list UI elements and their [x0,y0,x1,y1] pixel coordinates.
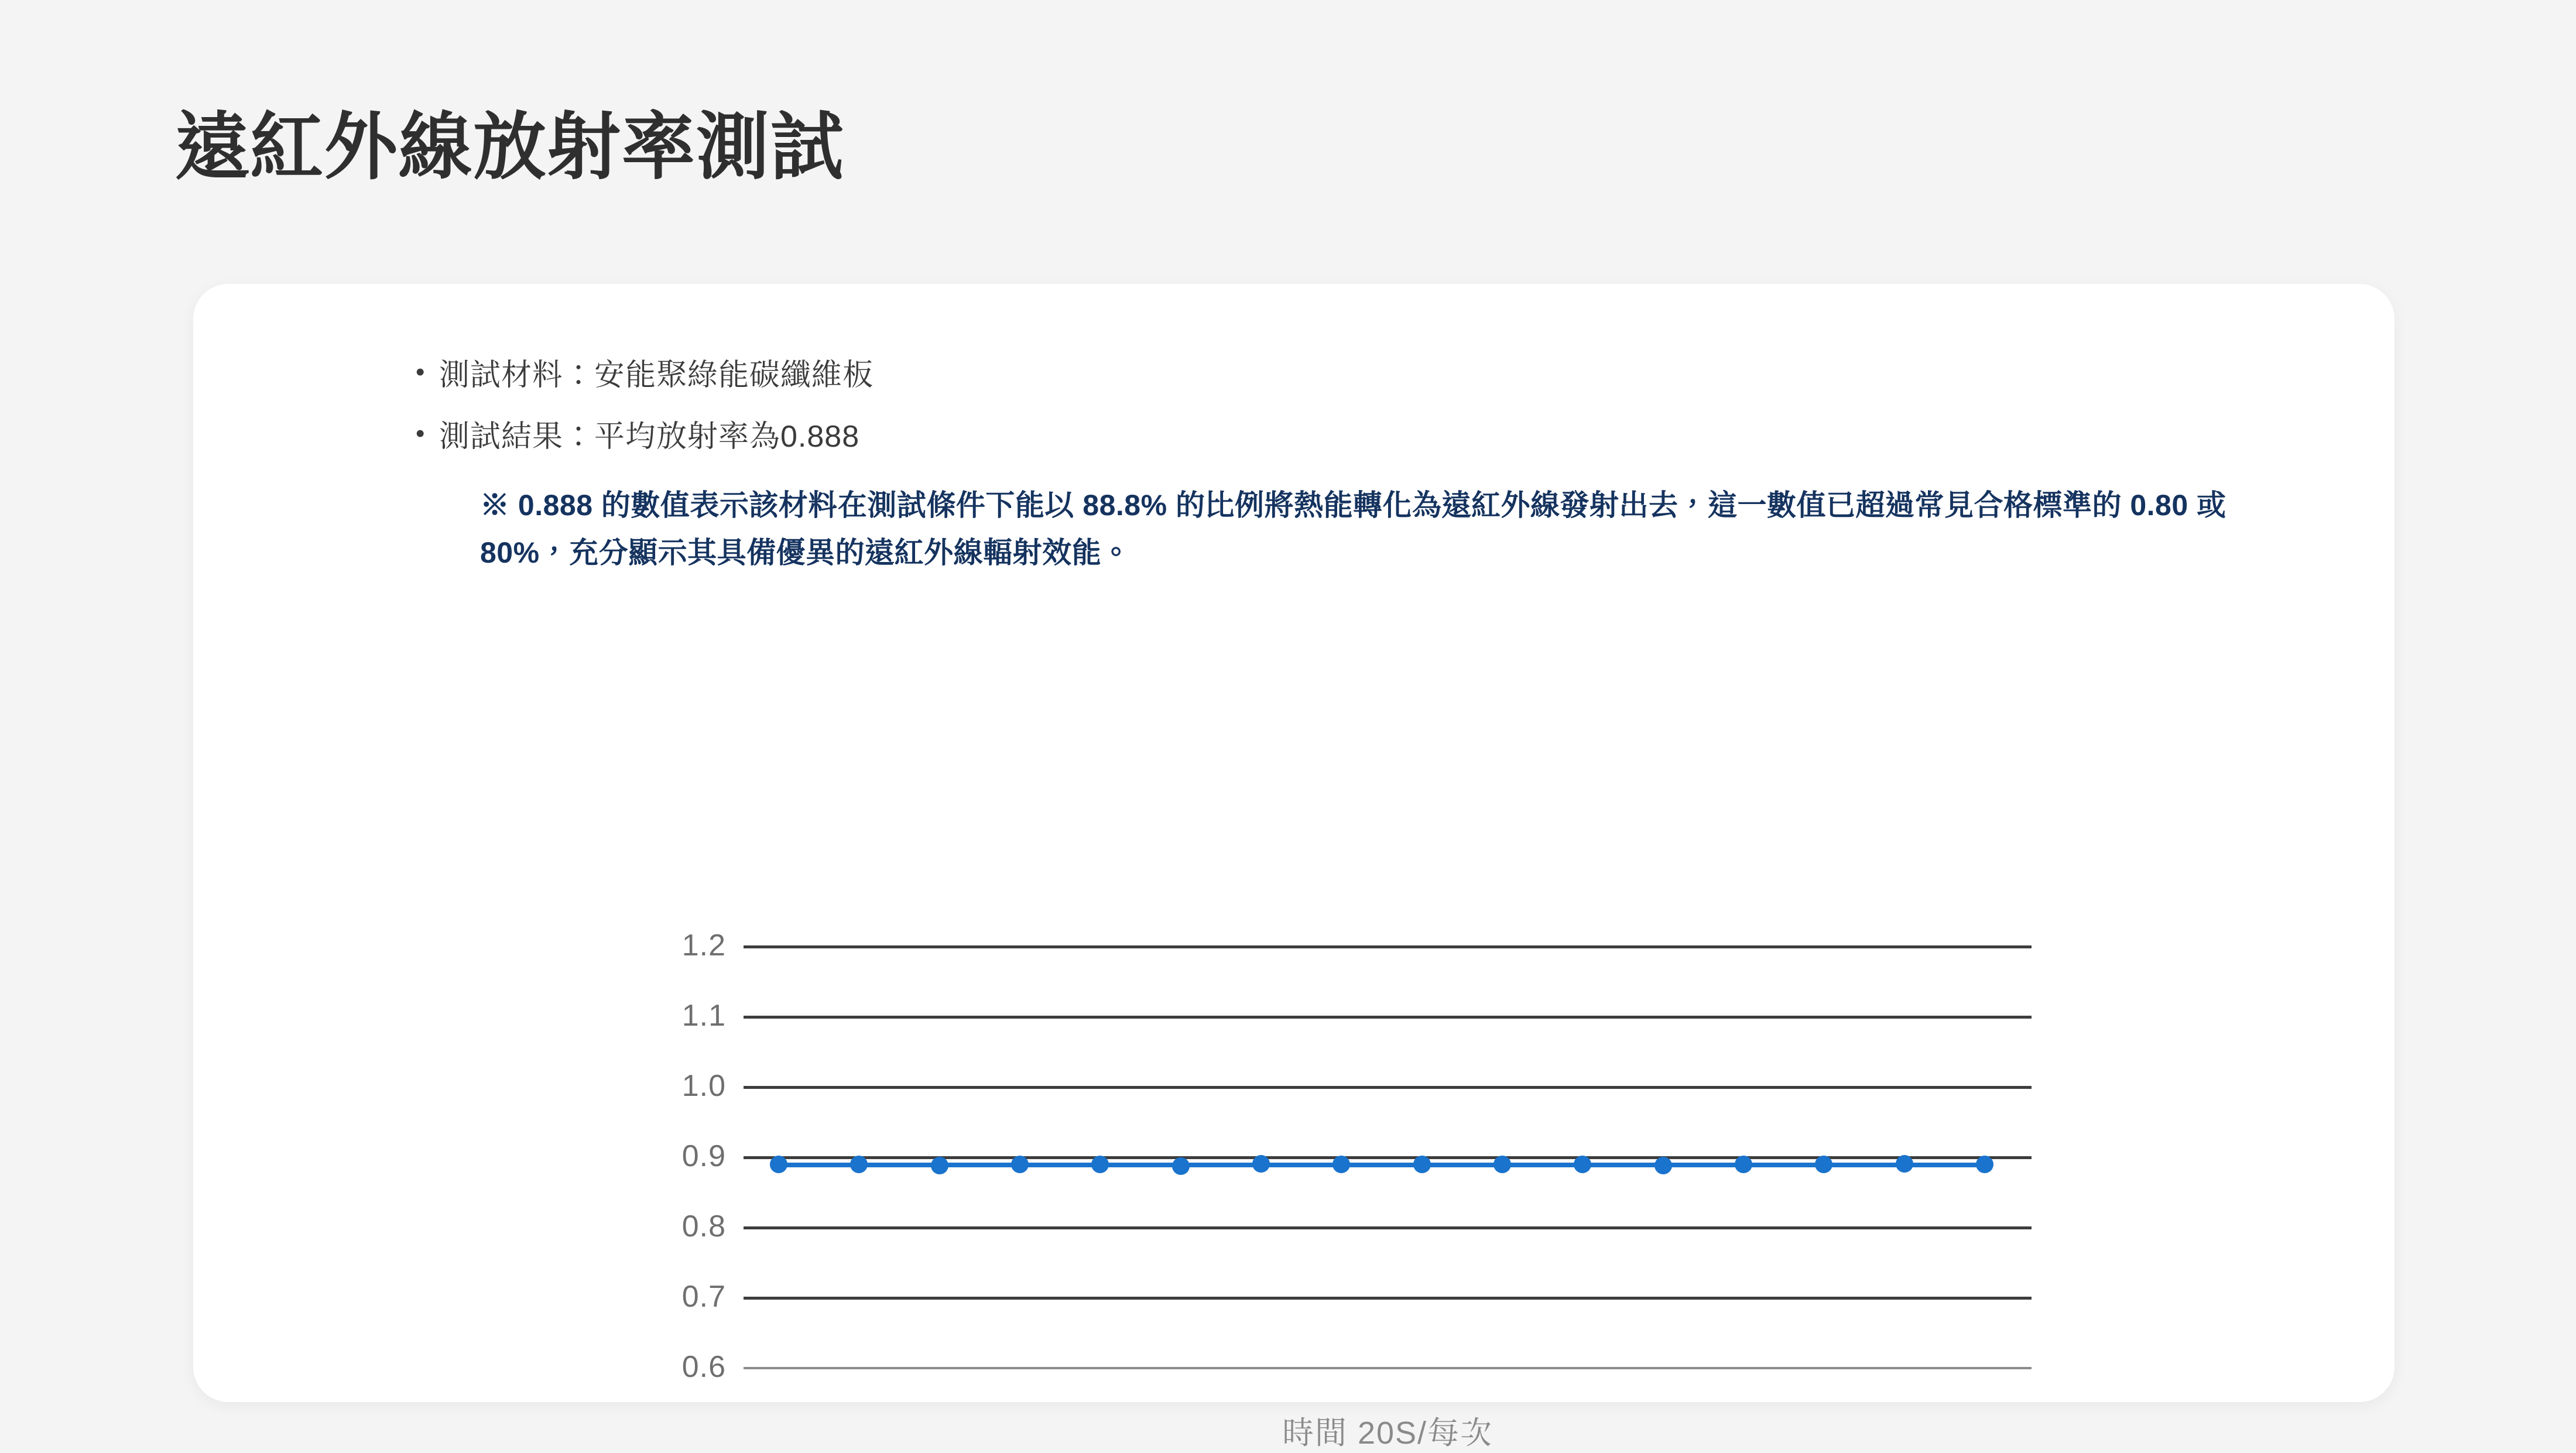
chart-data-point [770,1156,787,1173]
chart-gridline [744,1016,2032,1019]
chart-data-point [1493,1156,1511,1173]
chart-data-point [1413,1156,1431,1173]
chart-data-point [1976,1156,1993,1173]
bullet-marker-icon: • [416,419,425,448]
highlight-note: ※ 0.888 的數值表示該材料在測試條件下能以 88.8% 的比例將熱能轉化為遠紅外線發射出去，這一數值已超過常見合格標準的 0.80 或 80%，充分顯示其具備優異的遠紅外線輻射效能。 [480,488,2226,569]
chart-data-point [1654,1157,1672,1174]
chart-data-point [1252,1155,1270,1173]
page-title: 遠紅外線放射率測試 [176,107,845,188]
chart-gridline [744,1086,2032,1089]
chart-gridline [744,1226,2032,1229]
chart-data-point [931,1157,948,1174]
chart-ytick-label: 0.9 [681,1139,726,1173]
chart-ytick-label: 1.0 [681,1069,726,1103]
chart-data-point [1896,1155,1913,1173]
chart-gridline [744,1297,2032,1300]
bullet-text: 測試材料：安能聚綠能碳纖維板 [439,358,874,392]
chart-gridline [744,945,2032,948]
chart-xlabel: 時間 20S/每次 [1282,1416,1493,1451]
bullet-text: 測試結果：平均放射率為0.888 [439,419,860,454]
chart-plot-area [681,928,2032,1384]
list-item [416,416,2289,458]
chart-data-point [1172,1157,1190,1175]
list-item [416,354,2289,397]
chart-data-point [1735,1156,1752,1173]
chart-ytick-label: 0.8 [681,1209,726,1243]
chart-data-point [1011,1156,1029,1173]
chart-ytick-label: 0.7 [681,1280,726,1314]
chart-series-line [779,1163,1985,1167]
chart-gridline [744,1367,2032,1369]
chart-ytick-label: 1.2 [681,928,726,962]
emissivity-chart [568,928,2032,1451]
chart-data-point [1574,1156,1591,1173]
bullet-list [416,354,2289,577]
bullet-marker-icon: • [416,358,425,386]
chart-data-point [850,1156,868,1173]
chart-data-point [1332,1156,1350,1173]
chart-ytick-label: 1.1 [681,999,726,1033]
chart-data-point [1091,1156,1109,1173]
content-card [193,284,2395,1451]
chart-data-point [1815,1156,1832,1173]
chart-ytick-label: 0.6 [681,1350,726,1384]
